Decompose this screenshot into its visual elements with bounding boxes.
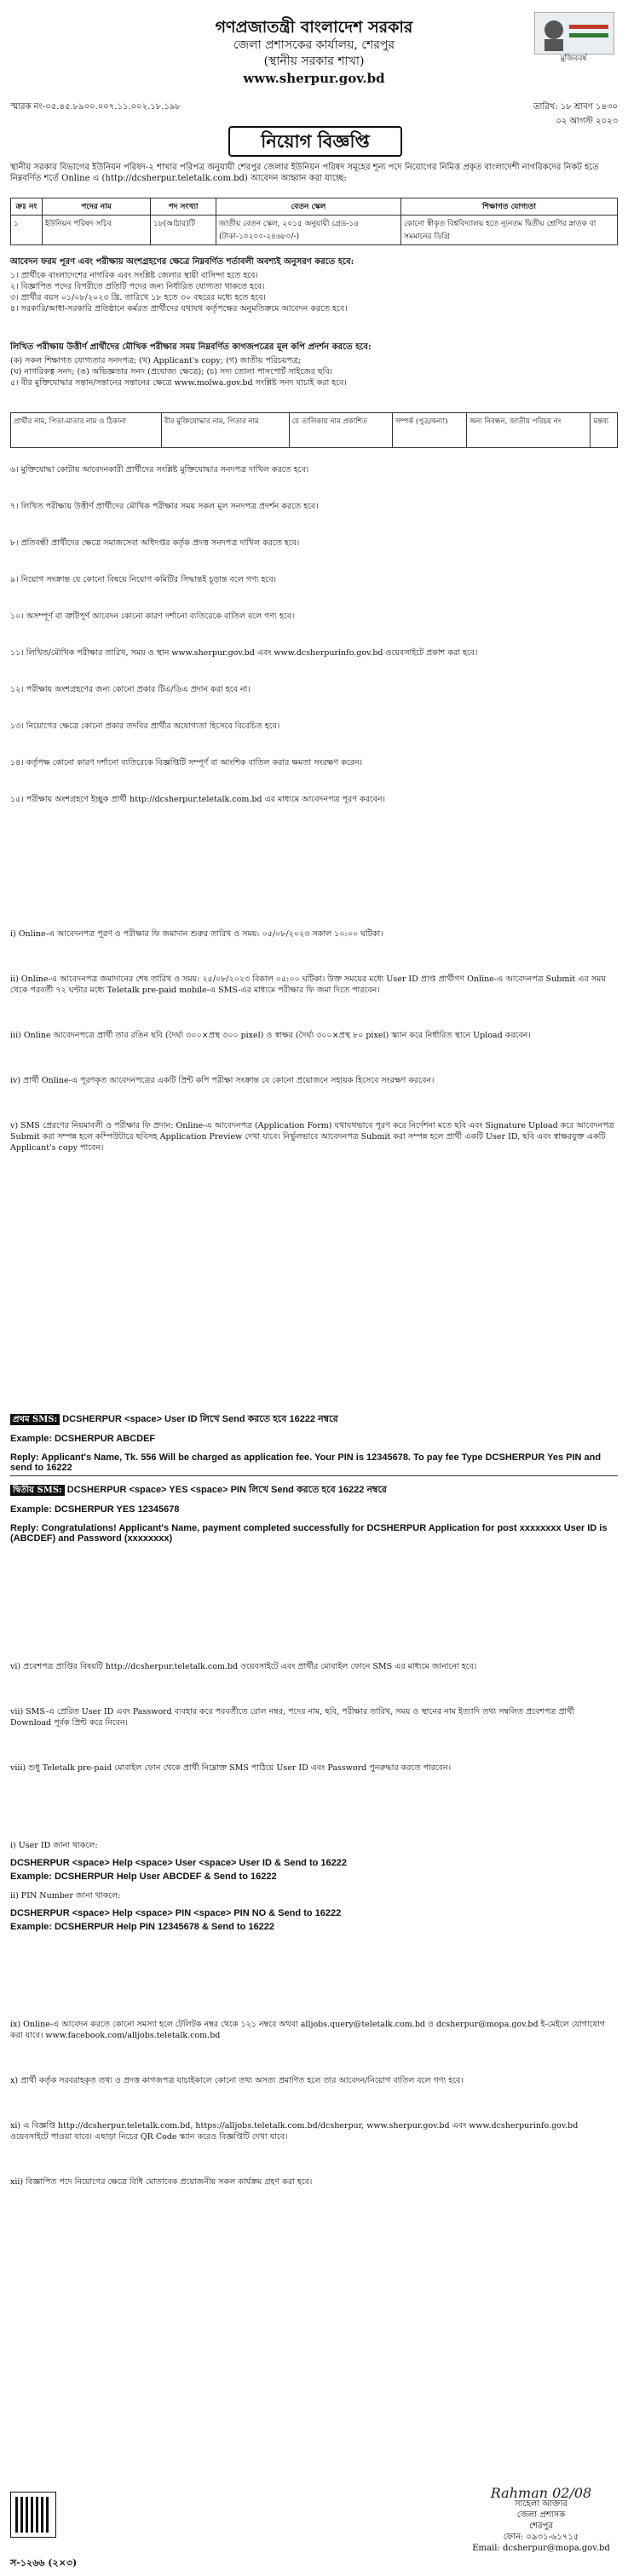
recover-userid-example: Example: DCSHERPUR Help User ABCDEF & Send to 16222 [10,1872,277,1882]
memo-date [533,101,618,129]
list-item: (ঘ) নাগরিকত্ব সনদ; (ঙ) অভিজ্ঞতার সনদ (প্রযোজ্য ক্ষেত্রে); (চ) সদ্য তোলা পাসপোর্ট সাইজের ছবি। [10,367,333,377]
list-item: ৮। প্রতিবন্ধী প্রার্থীদের ক্ষেত্রে সমাজসেবা অধিদপ্তর কর্তৃক প্রদত্ত সনদপত্র দাখিল করতে হবে। [10,538,300,548]
signatory-designation: জেলা প্রশাসক [516,2510,566,2520]
website-link[interactable]: www.sherpur.gov.bd [243,71,385,86]
list-item: ১১। লিখিত/মৌখিক পরীক্ষার তারিখ, সময় ও স্থান www.sherpur.gov.bd এবং www.dcsherpurinfo.gov.bd ওয়েবসাইটে প্রকাশ করা হবে। [10,648,478,658]
mujib-logo [534,12,613,72]
col-header: ক্রঃ নং [11,198,43,216]
list-item: iii) Online আবেদনপত্রে প্রার্থী তার রঙিন ছবি (দৈর্ঘ্য ৩০০×প্রস্থ ৩০০ pixel) ও স্বাক্ষর (দৈর্ঘ্য ৩০০×প্রস্থ ৮০ pixel) স্ক্যান করে নির্ধারিত স্থানে Upload করবেন। [10,1031,531,1040]
list-item: vii) SMS-এ প্রেরিত User ID এবং Password ব্যবহার করে পরবর্তীতে রোল নম্বর, পদের নাম, ছবি, পরীক্ষার তারিখ, সময় ও স্থানের নাম ইত্যাদি তথ্য সম্বলিত প্রবেশপত্র প্রার্থী Download পূর্বক প্রিন্ট করে নিবেন। [10,1707,575,1728]
list-item: ৫। বীর মুক্তিযোদ্ধার সন্তান/সন্তানের সন্তানের ক্ষেত্রে www.molwa.gov.bd সংশ্লিষ্ট সনদ যাচাই করা হবে। [10,378,347,388]
logo-caption: মুজিববর্ষ [560,55,587,63]
signatory-district: শেরপুর [529,2521,553,2531]
list-item: ১। প্রার্থীকে বাংলাদেশের নাগরিক এবং সংশ্লিষ্ট জেলার স্থায়ী বাসিন্দা হতে হবে। [10,271,258,280]
recover-userid-command: DCSHERPUR <space> Help <space> User <space> User ID & Send to 16222 [10,1858,347,1868]
list-item: viii) শুধু Teletalk pre-paid মোবাইল ফোন থেকে প্রার্থী নিম্নোক্ত SMS পাঠিয়ে User ID এবং Password পুনরুদ্ধার করতে পারবেন। [10,1763,452,1773]
list-item: v) SMS প্রেরণের নিয়মাবলী ও পরীক্ষার ফি প্রদান: Online-এ আবেদনপত্র (Application Form) যথাযথভাবে পূরণ করে নির্দেশনা মতে ছবি এবং Signature Upload করে আবেদনপত্র Submit করা সম্পন্ন হলে কম্পিউটারে ছবিসহ Application Preview দেখা যাবে। নির্ভুলভাবে আবেদনপত্র Submit করা সম্পন্ন হলে প্রার্থী একটি User ID, ছবি এবং স্বাক্ষরযুক্ত একটি Applicant's copy পাবেন। [10,1121,614,1153]
list-item: vi) প্রবেশপত্র প্রাপ্তির বিষয়টি http://dcsherpur.teletalk.com.bd ওয়েবসাইটে এবং প্রার্থীর মোবাইল ফোনে SMS এর মাধ্যমে জানানো হবে। [10,1662,477,1671]
qr-code-icon[interactable] [10,2492,56,2538]
list-item: ৩। প্রার্থীর বয়স ০১/০৮/২০২৩ খ্রি. তারিখে ১৮ হতে ৩০ বছরের মধ্যে হতে হবে। [10,293,266,302]
list-item: ৬। মুক্তিযোদ্ধা কোটায় আবেদনকারী প্রার্থীদের সংশ্লিষ্ট মুক্তিযোদ্ধার সনদপত্র দাখিল করতে হবে। [10,465,309,474]
col-header: বেতন স্কেল [216,198,401,216]
cell: প্রার্থীর নাম, পিতা-মাতার নাম ও ঠিকানা [11,413,162,448]
signature-mark: Rahman 02/08 [490,2485,592,2501]
verification-table-wrap [10,409,618,448]
footer-code: স-১২৬৬ (২×৩) [10,2557,78,2568]
list-item: ix) Online-এ আবেদন করতে কোনো সমস্যা হলে টেলিটক নম্বর থেকে ১২১ নম্বরে অথবা alljobs.query@teletalk.com.bd ও dcsherpur@mopa.gov.bd ই-মেইলে যোগাযোগ করা যাবে। www.facebook.com/alljobs.teletalk.com.bd [10,2020,606,2040]
first-sms-example: Example: DCSHERPUR ABCDEF [10,1434,156,1444]
section-title: আবেদন ফরম পূরণ এবং পরীক্ষায় অংশগ্রহণের ক্ষেত্রে নিম্নবর্ণিত শর্তাবলী অবশ্যই অনুসরণ করতে হবে: [10,257,354,267]
first-sms-command: DCSHERPUR <space> User ID লিখে Send করতে হবে 16222 নম্বরে [62,1414,338,1424]
qr-pattern [15,2497,51,2533]
list-item: ৯। নিয়োগ সংক্রান্ত যে কোনো বিষয়ে নিয়োগ কমিটির সিদ্ধান্তই চূড়ান্ত বলে গণ্য হবে। [10,575,277,584]
intro-text: স্থানীয় সরকার বিভাগের ইউনিয়ন পরিষদ-২ শাখার পরিপত্র অনুযায়ী শেরপুর জেলার ইউনিয়ন পরিষদ সমূহের শূন্য পদে নিয়োগের নিমিত্ত প্রকৃত বাংলাদেশী নাগরিকদের নিকট হতে নিম্নবর্ণিত শর্তে Online এ (http://dcsherpur.teletalk.com.bd) আবেদন আহ্বান করা যাচ্ছে: [10,163,599,183]
cell: মন্তব্য [591,413,618,448]
list-item: ২। বিজ্ঞাপিত পদের বিপরীতে প্রতিটি পদের জন্য নির্ধারিত যোগ্যতা থাকতে হবে। [10,282,265,291]
memo-ref: স্মারক নং-০৫.৪৫.৮৯০০.০০৭.১১.০০২.১৮.১৯৮ [10,102,181,112]
divider [10,1475,618,1476]
col-header: শিক্ষাগত যোগ্যতা [401,198,618,216]
list-item: ১২। পরীক্ষায় অংশগ্রহণের জন্য কোনো প্রকার টিএ/ডিএ প্রদান করা হবে না। [10,685,251,694]
online-steps [10,929,618,1187]
col-header: পদের নাম [43,198,151,216]
final-rules [10,2019,618,2222]
memo-line [10,101,618,126]
list-item: (ক) সকল শিক্ষাগত যোগ্যতার সনদপত্র; (খ) Applicant's copy; (গ) জাতীয় পরিচয়পত্র; [10,356,302,365]
list-item: i) Online-এ আবেদনপত্র পূরণ ও পরীক্ষার ফি জমাদান শুরুর তারিখ ও সময়: ০৫/০৮/২০২৩ সকাল ১০:০০ ঘটিকা। [10,929,383,939]
cell: ১৮(আঠার)টি [151,216,216,245]
list-item: ii) Online-এ আবেদনপত্র জমাদানের শেষ তারিখ ও সময়: ২৫/০৮/২০২৩ বিকাল ০৫:০০ ঘটিকা। উক্ত সময়ের মধ্যে User ID প্রাপ্ত প্রার্থীগণ Online-এ আবেদনপত্র Submit এর সময় থেকে পরবর্তী ৭২ ঘণ্টার মধ্যে Teletalk pre-paid mobile-এ SMS-এর মাধ্যমে পরীক্ষার ফি জমা দিতে পারবেন। [10,975,606,995]
posts-table [10,198,618,245]
first-sms-reply: Reply: Applicant's Name, Tk. 556 Will be charged as application fee. Your PIN is 12345678. To pay fee Type DCSHERPUR Yes PIN and send to 16222 [10,1452,602,1473]
recover-pin-label: ii) PIN Number জানা থাকলে: [10,1891,121,1900]
second-sms-reply: Reply: Congratulations! Applicant's Name, payment completed successfully for DCSHERPUR Application for post xxxxxxxx User ID is (ABCDEF) and Password (xxxxxxxx) [10,1523,608,1544]
second-sms-label: দ্বিতীয় SMS: [10,1485,65,1496]
after-sms-list [10,1661,618,1791]
list-item: x) প্রার্থী কর্তৃক সরবরাহকৃত তথ্য ও প্রদত্ত কাগজপত্র যাচাইকালে কোনো তথ্য অসত্য প্রমাণিত হলে তার আবেদন/নিয়োগ বাতিল বলে গণ্য হবে। [10,2076,464,2085]
sms-section [10,1414,618,1544]
cell: যে তালিকায় নাম প্রকাশিত [289,413,392,448]
list-item: iv) প্রার্থী Online-এ পূরণকৃত আবেদনপত্রের একটি প্রিন্ট কপি পরীক্ষা সংক্রান্ত যে কোনো প্রয়োজনে সহায়ক হিসেবে সংরক্ষণ করবেন। [10,1076,435,1085]
cell: কোনো স্বীকৃত বিশ্ববিদ্যালয় হতে ন্যূনতম দ্বিতীয় শ্রেণির স্নাতক বা সমমানের ডিগ্রি [401,216,618,245]
cell: অন্য নিবন্ধন, জাতীয় পরিচয় নং [466,413,591,448]
memo-date-en: ০২ আগস্ট ২০২৩ [556,117,618,126]
signatory-phone: ফোন: ০৯৩১-৬১৭১৫ [503,2533,579,2542]
second-sms-command: DCSHERPUR <space> YES <space> PIN লিখে Send করতে হবে 16222 নম্বরে [66,1485,387,1495]
signatory-name: সাহেলা আক্তার [514,2499,568,2509]
posts-header-row [11,198,618,216]
signatory-email[interactable]: Email: dcsherpur@mopa.gov.bd [472,2544,610,2553]
list-item: xii) বিজ্ঞাপিত পদে নিয়োগের ক্ষেত্রে বিধি মোতাবেক প্রয়োজনীয় সকল কার্যক্রম গ্রহণ করা হবে। [10,2177,313,2187]
memo-date-bn: তারিখ: ১৮ শ্রাবণ ১৪৩০ [533,102,618,112]
rules-list [10,464,618,831]
office-name: জেলা প্রশাসকের কার্যালয়, শেরপুর [233,38,395,52]
first-sms [10,1414,618,1425]
cell: ইউনিয়ন পরিষদ সচিব [43,216,151,245]
section-title: লিখিত পরীক্ষায় উত্তীর্ণ প্রার্থীদের মৌখিক পরীক্ষার সময় নিম্নবর্ণিত কাগজপত্রের মূল কপি প্রদর্শন করতে হবে: [10,342,372,352]
cell: ১ [11,216,43,245]
recover-section [10,1840,618,1932]
second-sms-example: Example: DCSHERPUR YES 12345678 [10,1504,180,1515]
list-item: ১৩। নিয়োগের ক্ষেত্রে কোনো প্রকার তদবির প্রার্থীর অযোগ্যতা হিসেবে বিবেচিত হবে। [10,722,280,731]
first-sms-label: প্রথম SMS: [10,1414,60,1425]
signature-block [460,2487,622,2554]
list-item: ৪। সরকারি/আধা-সরকারি প্রতিষ্ঠানে কর্মরত প্রার্থীদের যথাযথ কর্তৃপক্ষের অনুমতিক্রমে আবেদন করতে হবে। [10,304,348,313]
verification-table [10,412,618,448]
col-header: পদ সংখ্যা [151,198,216,216]
recover-userid-label: i) User ID জানা থাকলে: [10,1841,98,1850]
cell: সম্পর্ক (পুত্র/কন্যা) [392,413,466,448]
list-item: ১৪। কর্তৃপক্ষ কোনো কারণ দর্শানো ব্যতিরেকে বিজ্ঞপ্তিটি সম্পূর্ণ বা আংশিক বাতিল করার ক্ষমতা সংরক্ষণ করেন। [10,758,362,768]
table-row [11,216,618,245]
notice-title: নিয়োগ বিজ্ঞপ্তি [228,126,402,157]
recover-pin-example: Example: DCSHERPUR Help PIN 12345678 & Send to 16222 [10,1922,274,1932]
list-item: ১০। অসম্পূর্ণ বা ত্রুটিপূর্ণ আবেদন কোনো কারণ দর্শানো ব্যতিরেকে বাতিল বলে গণ্য হবে। [10,612,295,621]
recover-pin-command: DCSHERPUR <space> Help <space> PIN <space> PIN NO & Send to 16222 [10,1908,342,1918]
cell: জাতীয় বেতন স্কেল, ২০১৫ অনুযায়ী গ্রেড-১৪ (টাকা-১০২০০-২৪৬৮০/-) [216,216,401,245]
portrait-icon-graphic [535,13,614,54]
gov-title: গণপ্রজাতন্ত্রী বাংলাদেশ সরকার [215,18,413,37]
list-item: ১৫। পরীক্ষায় অংশগ্রহণে ইচ্ছুক প্রার্থী http://dcsherpur.teletalk.com.bd এর মাধ্যমে আবেদনপত্র পূরণ করবেন। [10,795,385,804]
second-sms [10,1485,618,1496]
cell: বীর মুক্তিযোদ্ধার নাম, পিতার নাম [161,413,289,448]
branch-name: (স্থানীয় সরকার শাখা) [263,55,365,68]
table-row [11,413,618,448]
conditions-section [10,256,618,314]
list-item: ৭। লিখিত পরীক্ষায় উত্তীর্ণ প্রার্থীদের মৌখিক পরীক্ষার সময় সকল মূল সনদপত্র প্রদর্শন করতে হবে। [10,502,319,511]
portrait-icon [534,12,614,55]
documents-section [10,341,618,388]
list-item: xi) এ বিজ্ঞপ্তি http://dcsherpur.teletalk.com.bd, https://alljobs.teletalk.com.bd/dcsherpur, www.sherpur.gov.bd এবং www.dcsherpurinfo.gov.bd ওয়েবসাইটে পাওয়া যাবে। এছাড়া নিচের QR Code স্ক্যান করেও বিজ্ঞপ্তিটি দেখা যাবে। [10,2121,579,2142]
